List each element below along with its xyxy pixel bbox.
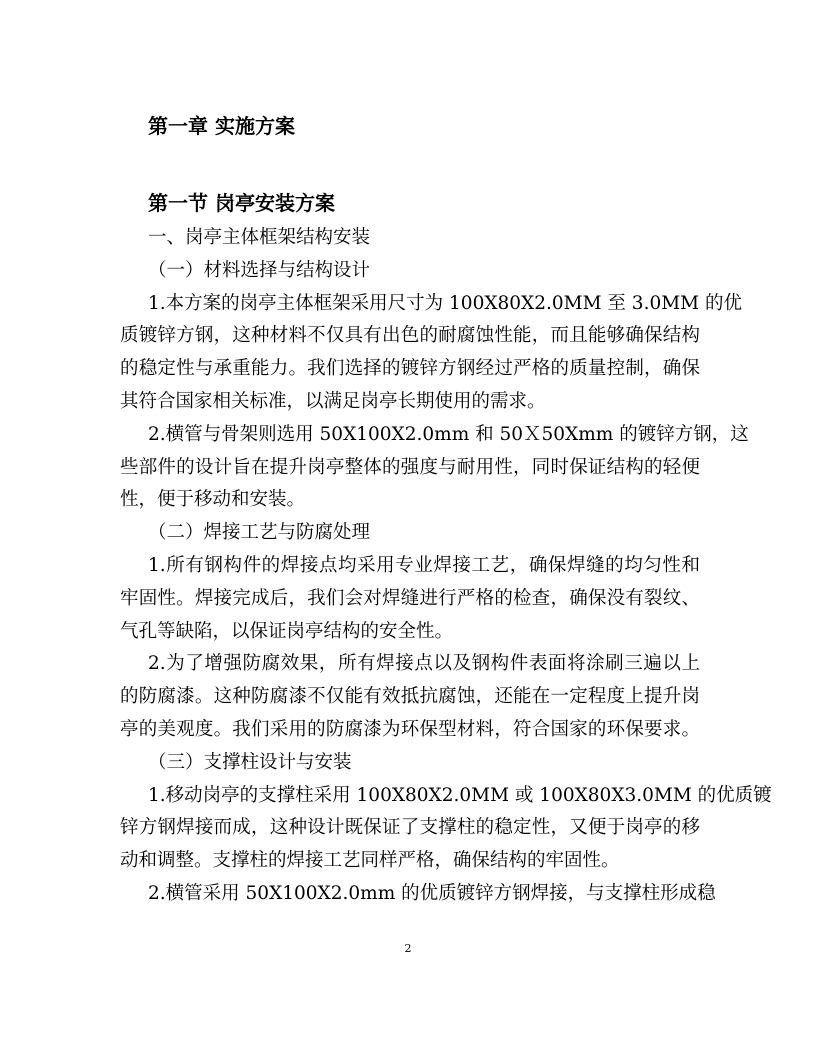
text-line: 1.移动岗亭的支撑柱采用 100X80X2.0MM 或 100X80X3.0MM 的优质镀 <box>148 784 772 806</box>
text-line: 一、岗亭主体框架结构安装 <box>148 227 371 248</box>
chapter-title: 第一章 实施方案 <box>148 114 295 138</box>
text-line: 牢固性。焊接完成后，我们会对焊缝进行严格的检查，确保没有裂纹、 <box>120 587 700 609</box>
text-line: 1.所有钢构件的焊接点均采用专业焊接工艺，确保焊缝的均匀性和 <box>148 555 700 576</box>
text-line: 2.横管采用 50X100X2.0mm 的优质镀锌方钢焊接，与支撑柱形成稳 <box>148 883 716 904</box>
text-line: 气孔等缺陷，以保证岗亭结构的安全性。 <box>120 620 454 642</box>
text-line: （二）焊接工艺与防腐处理 <box>148 522 371 544</box>
text-line: 其符合国家相关标准，以满足岗亭长期使用的需求。 <box>120 391 546 412</box>
text-line: （三）支撑柱设计与安装 <box>148 751 352 773</box>
text-line: 1.本方案的岗亭主体框架采用尺寸为 100X80X2.0MM 至 3.0MM 的优 <box>148 292 742 314</box>
text-line: 质镀锌方钢，这种材料不仅具有出色的耐腐蚀性能，而且能够确保结构 <box>120 325 700 347</box>
text-line: 锌方钢焊接而成，这种设计既保证了支撑柱的稳定性，又便于岗亭的移 <box>120 817 700 839</box>
text-line: 亭的美观度。我们采用的防腐漆为环保型材料，符合国家的环保要求。 <box>120 719 700 740</box>
text-line: 的防腐漆。这种防腐漆不仅能有效抵抗腐蚀，还能在一定程度上提升岗 <box>120 686 700 708</box>
section-title: 第一节 岗亭安装方案 <box>148 191 335 215</box>
text-line: 2.横管与骨架则选用 50X100X2.0mm 和 50Ｘ50Xmm 的镀锌方钢，这 <box>148 423 749 445</box>
text-line: （一）材料选择与结构设计 <box>148 259 371 281</box>
text-line: 的稳定性与承重能力。我们选择的镀锌方钢经过严格的质量控制，确保 <box>120 358 700 380</box>
page-number: 2 <box>404 942 412 955</box>
text-line: 2.为了增强防腐效果，所有焊接点以及钢构件表面将涂刷三遍以上 <box>148 653 700 675</box>
text-line: 性，便于移动和安装。 <box>120 489 306 511</box>
text-line: 些部件的设计旨在提升岗亭整体的强度与耐用性，同时保证结构的轻便 <box>120 456 700 478</box>
text-line: 动和调整。支撑柱的焊接工艺同样严格，确保结构的牢固性。 <box>120 850 620 872</box>
